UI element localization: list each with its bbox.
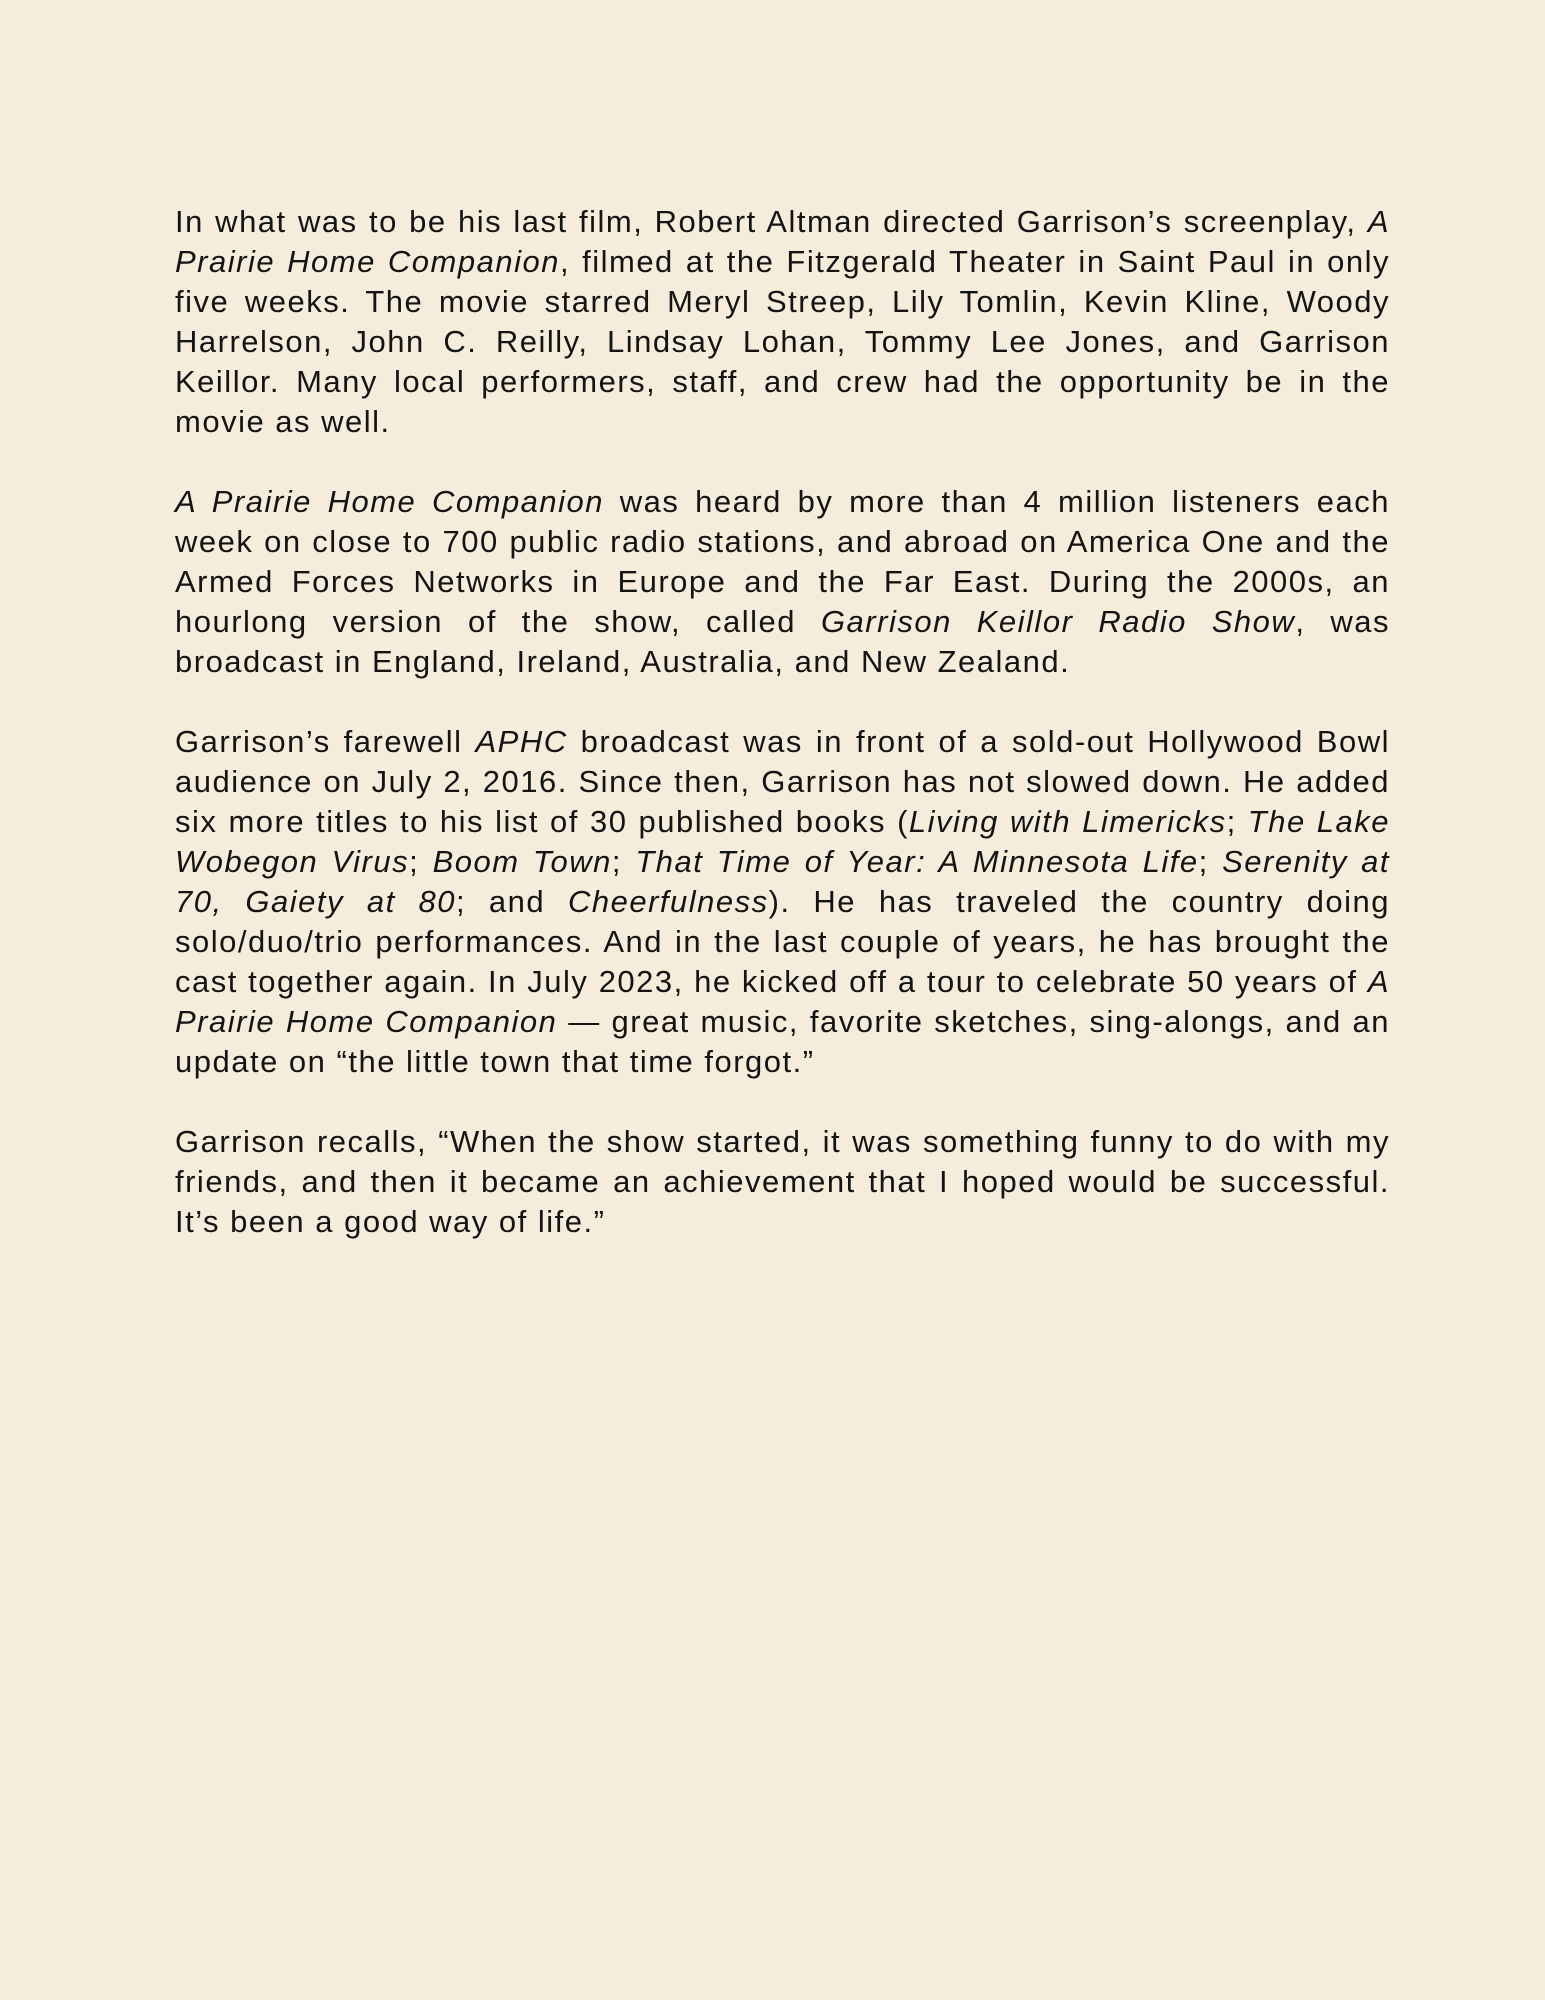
text-run: Garrison recalls, “When the show started, it was something funny to do with my friends, and then it became an achievement that I hoped would be successful. It’s been a good way of life.” bbox=[175, 1124, 1390, 1239]
italic-title: APHC bbox=[475, 724, 568, 759]
italic-title: A Prairie Home Companion bbox=[175, 484, 605, 519]
italic-title: Boom Town bbox=[432, 844, 612, 879]
text-run: , was broadcast in England, Ireland, Australia, and New Zealand. bbox=[175, 604, 1390, 679]
italic-title: That Time of Year: A Minnesota Life bbox=[635, 844, 1199, 879]
text-run: ; bbox=[1198, 844, 1223, 879]
paragraph-farewell bbox=[175, 722, 1390, 1082]
italic-title: Cheerfulness bbox=[567, 884, 769, 919]
text-run: was heard by more than 4 million listeners each week on close to 700 public radio stations, and abroad on America One and the Armed Forces Networks in Europe and the Far East. During the 2000s, an hourlong version of the show, called bbox=[175, 484, 1390, 639]
italic-title: Living with Limericks bbox=[908, 804, 1227, 839]
text-run: ; and bbox=[455, 884, 568, 919]
text-run: broadcast was in front of a sold-out Hollywood Bowl audience on July 2, 2016. Since then, Garrison has not slowed down. He added six more titles to his list of 30 published books ( bbox=[175, 724, 1390, 839]
text-run: ; bbox=[409, 844, 433, 879]
text-run: ; bbox=[1226, 804, 1248, 839]
italic-title: The Lake Wobegon Virus bbox=[175, 804, 1390, 879]
document-body bbox=[175, 202, 1390, 1282]
text-run: , filmed at the Fitzgerald Theater in Saint Paul in only five weeks. The movie starred Meryl Streep, Lily Tomlin, Kevin Kline, Woody Harrelson, John C. Reilly, Lindsay Lohan, Tommy Lee Jones, and Garrison Keillor. Many local performers, staff, and crew had the opportunity be in the movie as well. bbox=[175, 244, 1390, 439]
paragraph-quote bbox=[175, 1122, 1390, 1242]
text-run: ). He has traveled the country doing solo/duo/trio performances. And in the last couple of years, he has brought the cast together again. In July 2023, he kicked off a tour to celebrate 50 years of bbox=[175, 884, 1390, 999]
italic-title: Serenity at 70, Gaiety at 80 bbox=[175, 844, 1391, 919]
italic-title: A Prairie Home Companion bbox=[175, 964, 1390, 1039]
text-run: — great music, favorite sketches, sing-alongs, and an update on “the little town that time forgot.” bbox=[175, 1004, 1390, 1079]
paragraph-broadcast bbox=[175, 482, 1390, 682]
text-run: Garrison’s farewell bbox=[175, 724, 476, 759]
italic-title: A Prairie Home Companion bbox=[175, 204, 1390, 279]
text-run: ; bbox=[611, 844, 636, 879]
text-run: In what was to be his last film, Robert Altman directed Garrison’s screenplay, bbox=[175, 204, 1368, 239]
italic-title: Garrison Keillor Radio Show bbox=[820, 604, 1296, 639]
paragraph-film bbox=[175, 202, 1390, 442]
